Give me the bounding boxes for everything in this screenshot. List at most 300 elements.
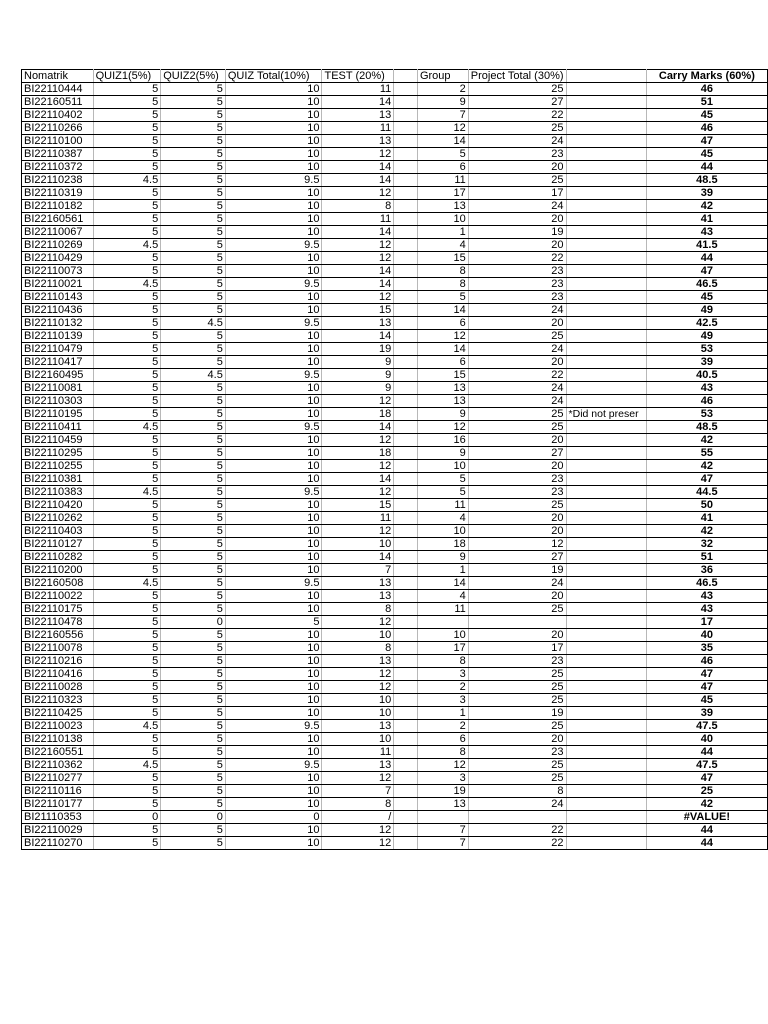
group-cell[interactable]: 9	[417, 551, 468, 564]
quiz2-cell[interactable]: 5	[161, 785, 226, 798]
carry-marks-cell[interactable]: 43	[646, 226, 767, 239]
remark-cell[interactable]	[566, 616, 646, 629]
quiz-total-cell[interactable]: 10	[225, 200, 322, 213]
quiz-total-cell[interactable]: 9.5	[225, 720, 322, 733]
spacer-cell[interactable]	[394, 694, 418, 707]
quiz2-cell[interactable]: 5	[161, 486, 226, 499]
test-cell[interactable]: 13	[322, 655, 394, 668]
nomatrik-cell[interactable]: BI22110277	[22, 772, 94, 785]
remark-cell[interactable]	[566, 564, 646, 577]
remark-cell[interactable]	[566, 226, 646, 239]
quiz2-cell[interactable]: 5	[161, 824, 226, 837]
test-cell[interactable]: 13	[322, 577, 394, 590]
carry-marks-cell[interactable]: 41	[646, 213, 767, 226]
quiz-total-cell[interactable]: 10	[225, 408, 322, 421]
test-cell[interactable]: 13	[322, 135, 394, 148]
carry-marks-cell[interactable]: 49	[646, 304, 767, 317]
quiz1-cell[interactable]: 5	[93, 590, 161, 603]
quiz1-cell[interactable]: 5	[93, 148, 161, 161]
quiz2-cell[interactable]: 5	[161, 525, 226, 538]
remark-cell[interactable]	[566, 96, 646, 109]
quiz-total-cell[interactable]: 9.5	[225, 239, 322, 252]
quiz-total-cell[interactable]: 10	[225, 785, 322, 798]
quiz-total-cell[interactable]: 10	[225, 798, 322, 811]
quiz1-cell[interactable]: 5	[93, 447, 161, 460]
nomatrik-cell[interactable]: BI22110479	[22, 343, 94, 356]
spacer-cell[interactable]	[394, 109, 418, 122]
quiz2-cell[interactable]: 5	[161, 252, 226, 265]
test-cell[interactable]: 12	[322, 668, 394, 681]
remark-cell[interactable]	[566, 785, 646, 798]
group-cell[interactable]: 2	[417, 720, 468, 733]
group-cell[interactable]: 4	[417, 590, 468, 603]
quiz-total-cell[interactable]: 10	[225, 434, 322, 447]
carry-marks-cell[interactable]: 25	[646, 785, 767, 798]
quiz2-cell[interactable]: 5	[161, 200, 226, 213]
spacer-cell[interactable]	[394, 759, 418, 772]
nomatrik-cell[interactable]: BI22110262	[22, 512, 94, 525]
quiz1-cell[interactable]: 5	[93, 837, 161, 850]
nomatrik-cell[interactable]: BI22160511	[22, 96, 94, 109]
nomatrik-cell[interactable]: BI22110078	[22, 642, 94, 655]
quiz-total-cell[interactable]: 10	[225, 564, 322, 577]
quiz1-cell[interactable]: 5	[93, 642, 161, 655]
project-total-cell[interactable]: 20	[468, 239, 566, 252]
project-total-cell[interactable]: 20	[468, 590, 566, 603]
remark-cell[interactable]	[566, 746, 646, 759]
spacer-cell[interactable]	[394, 798, 418, 811]
nomatrik-cell[interactable]: BI22110200	[22, 564, 94, 577]
test-cell[interactable]: 14	[322, 551, 394, 564]
project-total-cell[interactable]: 23	[468, 486, 566, 499]
quiz2-cell[interactable]: 5	[161, 837, 226, 850]
quiz2-cell[interactable]: 5	[161, 395, 226, 408]
remark-cell[interactable]	[566, 252, 646, 265]
quiz1-cell[interactable]: 5	[93, 135, 161, 148]
test-cell[interactable]: 14	[322, 473, 394, 486]
group-cell[interactable]: 14	[417, 577, 468, 590]
quiz2-cell[interactable]: 5	[161, 720, 226, 733]
quiz-total-cell[interactable]: 10	[225, 135, 322, 148]
quiz-total-cell[interactable]: 9.5	[225, 421, 322, 434]
quiz2-cell[interactable]: 4.5	[161, 369, 226, 382]
carry-marks-cell[interactable]: 50	[646, 499, 767, 512]
carry-marks-cell[interactable]: 45	[646, 148, 767, 161]
carry-marks-cell[interactable]: 47	[646, 668, 767, 681]
quiz1-cell[interactable]: 5	[93, 746, 161, 759]
project-total-cell[interactable]: 20	[468, 434, 566, 447]
nomatrik-cell[interactable]: BI22110383	[22, 486, 94, 499]
carry-marks-cell[interactable]: 41	[646, 512, 767, 525]
quiz1-cell[interactable]: 5	[93, 512, 161, 525]
group-cell[interactable]: 13	[417, 798, 468, 811]
nomatrik-cell[interactable]: BI22110282	[22, 551, 94, 564]
group-cell[interactable]: 16	[417, 434, 468, 447]
quiz2-cell[interactable]: 5	[161, 759, 226, 772]
nomatrik-cell[interactable]: BI22110403	[22, 525, 94, 538]
group-cell[interactable]: 13	[417, 200, 468, 213]
remark-cell[interactable]	[566, 759, 646, 772]
remark-cell[interactable]	[566, 343, 646, 356]
spacer-cell[interactable]	[394, 837, 418, 850]
spacer-cell[interactable]	[394, 330, 418, 343]
test-cell[interactable]: 14	[322, 330, 394, 343]
project-total-cell[interactable]: 24	[468, 382, 566, 395]
spacer-cell[interactable]	[394, 382, 418, 395]
remark-cell[interactable]	[566, 681, 646, 694]
group-cell[interactable]: 3	[417, 668, 468, 681]
carry-marks-cell[interactable]: 45	[646, 109, 767, 122]
nomatrik-cell[interactable]: BI22110238	[22, 174, 94, 187]
project-total-cell[interactable]: 24	[468, 200, 566, 213]
test-cell[interactable]: 12	[322, 395, 394, 408]
nomatrik-cell[interactable]: BI22110270	[22, 837, 94, 850]
project-total-cell[interactable]: 25	[468, 720, 566, 733]
quiz2-cell[interactable]: 5	[161, 772, 226, 785]
project-total-cell[interactable]: 25	[468, 421, 566, 434]
quiz1-cell[interactable]: 5	[93, 538, 161, 551]
project-total-cell[interactable]: 24	[468, 343, 566, 356]
project-total-cell[interactable]	[468, 616, 566, 629]
quiz2-cell[interactable]: 5	[161, 278, 226, 291]
group-cell[interactable]: 5	[417, 148, 468, 161]
carry-marks-cell[interactable]: 47	[646, 135, 767, 148]
spacer-cell[interactable]	[394, 317, 418, 330]
quiz-total-cell[interactable]: 10	[225, 551, 322, 564]
remark-cell[interactable]	[566, 772, 646, 785]
group-cell[interactable]: 19	[417, 785, 468, 798]
test-cell[interactable]: 11	[322, 746, 394, 759]
group-cell[interactable]: 12	[417, 330, 468, 343]
quiz1-cell[interactable]: 4.5	[93, 239, 161, 252]
group-cell[interactable]: 6	[417, 317, 468, 330]
nomatrik-cell[interactable]: BI22110182	[22, 200, 94, 213]
quiz-total-cell[interactable]: 10	[225, 733, 322, 746]
quiz2-cell[interactable]: 5	[161, 304, 226, 317]
carry-marks-cell[interactable]: 42.5	[646, 317, 767, 330]
quiz2-cell[interactable]: 5	[161, 512, 226, 525]
nomatrik-cell[interactable]: BI22110402	[22, 109, 94, 122]
spacer-cell[interactable]	[394, 746, 418, 759]
test-cell[interactable]: 8	[322, 642, 394, 655]
quiz-total-cell[interactable]: 5	[225, 616, 322, 629]
quiz-total-cell[interactable]: 10	[225, 655, 322, 668]
quiz1-cell[interactable]: 5	[93, 668, 161, 681]
column-header[interactable]: TEST (20%)	[322, 70, 394, 83]
carry-marks-cell[interactable]: 46	[646, 655, 767, 668]
carry-marks-cell[interactable]: 46.5	[646, 278, 767, 291]
project-total-cell[interactable]: 25	[468, 174, 566, 187]
spacer-cell[interactable]	[394, 252, 418, 265]
group-cell[interactable]: 6	[417, 356, 468, 369]
quiz-total-cell[interactable]: 10	[225, 343, 322, 356]
remark-cell[interactable]	[566, 278, 646, 291]
project-total-cell[interactable]: 22	[468, 109, 566, 122]
quiz2-cell[interactable]: 5	[161, 83, 226, 96]
carry-marks-cell[interactable]: 44.5	[646, 486, 767, 499]
quiz2-cell[interactable]: 5	[161, 421, 226, 434]
quiz-total-cell[interactable]: 10	[225, 148, 322, 161]
group-cell[interactable]: 4	[417, 512, 468, 525]
project-total-cell[interactable]	[468, 811, 566, 824]
quiz-total-cell[interactable]: 10	[225, 304, 322, 317]
test-cell[interactable]: 12	[322, 252, 394, 265]
quiz1-cell[interactable]: 5	[93, 525, 161, 538]
carry-marks-cell[interactable]: #VALUE!	[646, 811, 767, 824]
quiz2-cell[interactable]: 5	[161, 135, 226, 148]
quiz-total-cell[interactable]: 10	[225, 122, 322, 135]
test-cell[interactable]: 15	[322, 304, 394, 317]
group-cell[interactable]: 18	[417, 538, 468, 551]
group-cell[interactable]: 13	[417, 395, 468, 408]
test-cell[interactable]: 11	[322, 122, 394, 135]
group-cell[interactable]: 15	[417, 369, 468, 382]
group-cell[interactable]: 4	[417, 239, 468, 252]
spacer-cell[interactable]	[394, 785, 418, 798]
project-total-cell[interactable]: 25	[468, 603, 566, 616]
group-cell[interactable]: 14	[417, 343, 468, 356]
carry-marks-cell[interactable]: 36	[646, 564, 767, 577]
quiz-total-cell[interactable]: 10	[225, 772, 322, 785]
quiz-total-cell[interactable]: 10	[225, 642, 322, 655]
remark-cell[interactable]	[566, 837, 646, 850]
quiz2-cell[interactable]: 5	[161, 577, 226, 590]
nomatrik-cell[interactable]: BI22110029	[22, 824, 94, 837]
carry-marks-cell[interactable]: 47	[646, 265, 767, 278]
remark-cell[interactable]	[566, 642, 646, 655]
project-total-cell[interactable]: 25	[468, 499, 566, 512]
quiz2-cell[interactable]: 5	[161, 330, 226, 343]
quiz2-cell[interactable]: 5	[161, 109, 226, 122]
group-cell[interactable]: 11	[417, 499, 468, 512]
group-cell[interactable]: 10	[417, 460, 468, 473]
quiz2-cell[interactable]: 5	[161, 473, 226, 486]
quiz1-cell[interactable]: 0	[93, 811, 161, 824]
project-total-cell[interactable]: 24	[468, 395, 566, 408]
remark-cell[interactable]	[566, 694, 646, 707]
quiz2-cell[interactable]: 5	[161, 356, 226, 369]
carry-marks-cell[interactable]: 44	[646, 161, 767, 174]
spacer-cell[interactable]	[394, 434, 418, 447]
quiz1-cell[interactable]: 5	[93, 824, 161, 837]
project-total-cell[interactable]: 23	[468, 473, 566, 486]
carry-marks-cell[interactable]: 45	[646, 291, 767, 304]
test-cell[interactable]: 12	[322, 187, 394, 200]
quiz1-cell[interactable]: 5	[93, 161, 161, 174]
spacer-cell[interactable]	[394, 447, 418, 460]
spacer-cell[interactable]	[394, 395, 418, 408]
project-total-cell[interactable]: 25	[468, 83, 566, 96]
remark-cell[interactable]	[566, 486, 646, 499]
quiz2-cell[interactable]: 5	[161, 603, 226, 616]
quiz1-cell[interactable]: 5	[93, 252, 161, 265]
nomatrik-cell[interactable]: BI22110436	[22, 304, 94, 317]
test-cell[interactable]: 13	[322, 317, 394, 330]
nomatrik-cell[interactable]: BI22110177	[22, 798, 94, 811]
remark-cell[interactable]	[566, 161, 646, 174]
carry-marks-cell[interactable]: 44	[646, 837, 767, 850]
quiz1-cell[interactable]: 5	[93, 265, 161, 278]
remark-cell[interactable]	[566, 512, 646, 525]
test-cell[interactable]: 15	[322, 499, 394, 512]
quiz-total-cell[interactable]: 10	[225, 356, 322, 369]
quiz-total-cell[interactable]: 9.5	[225, 486, 322, 499]
test-cell[interactable]: 8	[322, 603, 394, 616]
test-cell[interactable]: 10	[322, 629, 394, 642]
spacer-cell[interactable]	[394, 668, 418, 681]
project-total-cell[interactable]: 27	[468, 551, 566, 564]
quiz1-cell[interactable]: 5	[93, 356, 161, 369]
project-total-cell[interactable]: 24	[468, 577, 566, 590]
remark-cell[interactable]	[566, 356, 646, 369]
quiz-total-cell[interactable]: 9.5	[225, 174, 322, 187]
remark-cell[interactable]	[566, 668, 646, 681]
project-total-cell[interactable]: 22	[468, 369, 566, 382]
spacer-cell[interactable]	[394, 187, 418, 200]
carry-marks-cell[interactable]: 51	[646, 551, 767, 564]
group-cell[interactable]	[417, 811, 468, 824]
remark-cell[interactable]	[566, 798, 646, 811]
group-cell[interactable]: 11	[417, 174, 468, 187]
spacer-cell[interactable]	[394, 551, 418, 564]
test-cell[interactable]: 12	[322, 148, 394, 161]
test-cell[interactable]: 9	[322, 369, 394, 382]
quiz1-cell[interactable]: 5	[93, 96, 161, 109]
remark-cell[interactable]	[566, 590, 646, 603]
project-total-cell[interactable]: 23	[468, 291, 566, 304]
quiz-total-cell[interactable]: 10	[225, 252, 322, 265]
test-cell[interactable]: 12	[322, 681, 394, 694]
quiz2-cell[interactable]: 0	[161, 811, 226, 824]
remark-cell[interactable]	[566, 200, 646, 213]
quiz2-cell[interactable]: 5	[161, 239, 226, 252]
test-cell[interactable]: 12	[322, 486, 394, 499]
project-total-cell[interactable]: 20	[468, 356, 566, 369]
quiz2-cell[interactable]: 5	[161, 551, 226, 564]
quiz-total-cell[interactable]: 10	[225, 447, 322, 460]
group-cell[interactable]: 8	[417, 278, 468, 291]
test-cell[interactable]: 10	[322, 707, 394, 720]
spacer-cell[interactable]	[394, 538, 418, 551]
project-total-cell[interactable]: 24	[468, 135, 566, 148]
spacer-cell[interactable]	[394, 733, 418, 746]
quiz1-cell[interactable]: 5	[93, 317, 161, 330]
remark-cell[interactable]	[566, 304, 646, 317]
carry-marks-cell[interactable]: 40	[646, 733, 767, 746]
project-total-cell[interactable]: 25	[468, 330, 566, 343]
remark-cell[interactable]	[566, 109, 646, 122]
carry-marks-cell[interactable]: 43	[646, 382, 767, 395]
spacer-cell[interactable]	[394, 603, 418, 616]
group-cell[interactable]: 13	[417, 382, 468, 395]
test-cell[interactable]: 8	[322, 200, 394, 213]
quiz2-cell[interactable]: 5	[161, 187, 226, 200]
quiz1-cell[interactable]: 5	[93, 460, 161, 473]
project-total-cell[interactable]: 23	[468, 655, 566, 668]
quiz2-cell[interactable]: 5	[161, 382, 226, 395]
carry-marks-cell[interactable]: 55	[646, 447, 767, 460]
spacer-cell[interactable]	[394, 473, 418, 486]
group-cell[interactable]: 8	[417, 746, 468, 759]
column-header[interactable]: Project Total (30%)	[468, 70, 566, 83]
carry-marks-cell[interactable]: 48.5	[646, 174, 767, 187]
remark-cell[interactable]	[566, 720, 646, 733]
test-cell[interactable]: 14	[322, 174, 394, 187]
carry-marks-cell[interactable]: 43	[646, 590, 767, 603]
project-total-cell[interactable]: 23	[468, 278, 566, 291]
quiz1-cell[interactable]: 5	[93, 200, 161, 213]
quiz1-cell[interactable]: 4.5	[93, 278, 161, 291]
spacer-cell[interactable]	[394, 200, 418, 213]
quiz2-cell[interactable]: 5	[161, 460, 226, 473]
carry-marks-cell[interactable]: 42	[646, 525, 767, 538]
carry-marks-cell[interactable]: 46	[646, 83, 767, 96]
quiz1-cell[interactable]: 5	[93, 694, 161, 707]
test-cell[interactable]: 12	[322, 434, 394, 447]
carry-marks-cell[interactable]: 53	[646, 408, 767, 421]
carry-marks-cell[interactable]: 49	[646, 330, 767, 343]
test-cell[interactable]: 14	[322, 161, 394, 174]
quiz2-cell[interactable]: 5	[161, 642, 226, 655]
project-total-cell[interactable]: 20	[468, 460, 566, 473]
project-total-cell[interactable]: 20	[468, 317, 566, 330]
project-total-cell[interactable]: 20	[468, 733, 566, 746]
test-cell[interactable]: 19	[322, 343, 394, 356]
carry-marks-cell[interactable]: 39	[646, 707, 767, 720]
group-cell[interactable]: 10	[417, 525, 468, 538]
group-cell[interactable]: 8	[417, 265, 468, 278]
quiz1-cell[interactable]: 4.5	[93, 421, 161, 434]
quiz-total-cell[interactable]: 10	[225, 629, 322, 642]
nomatrik-cell[interactable]: BI22110478	[22, 616, 94, 629]
quiz1-cell[interactable]: 4.5	[93, 720, 161, 733]
project-total-cell[interactable]: 24	[468, 304, 566, 317]
quiz1-cell[interactable]: 5	[93, 213, 161, 226]
nomatrik-cell[interactable]: BI22110411	[22, 421, 94, 434]
quiz1-cell[interactable]: 5	[93, 434, 161, 447]
quiz1-cell[interactable]: 5	[93, 304, 161, 317]
quiz-total-cell[interactable]: 10	[225, 83, 322, 96]
group-cell[interactable]: 9	[417, 447, 468, 460]
remark-cell[interactable]: *Did not preser	[566, 408, 646, 421]
remark-cell[interactable]	[566, 213, 646, 226]
quiz-total-cell[interactable]: 10	[225, 603, 322, 616]
spacer-cell[interactable]	[394, 356, 418, 369]
test-cell[interactable]: 7	[322, 785, 394, 798]
test-cell[interactable]: 10	[322, 538, 394, 551]
remark-cell[interactable]	[566, 473, 646, 486]
spacer-cell[interactable]	[394, 824, 418, 837]
group-cell[interactable]: 9	[417, 408, 468, 421]
test-cell[interactable]: 11	[322, 213, 394, 226]
group-cell[interactable]: 3	[417, 772, 468, 785]
test-cell[interactable]: 8	[322, 798, 394, 811]
quiz-total-cell[interactable]: 10	[225, 668, 322, 681]
project-total-cell[interactable]: 25	[468, 681, 566, 694]
carry-marks-cell[interactable]: 46	[646, 122, 767, 135]
spacer-cell[interactable]	[394, 408, 418, 421]
group-cell[interactable]: 7	[417, 109, 468, 122]
nomatrik-cell[interactable]: BI22110323	[22, 694, 94, 707]
quiz2-cell[interactable]: 5	[161, 629, 226, 642]
nomatrik-cell[interactable]: BI21110353	[22, 811, 94, 824]
carry-marks-cell[interactable]: 43	[646, 603, 767, 616]
column-header[interactable]: Nomatrik	[22, 70, 94, 83]
group-cell[interactable]: 7	[417, 824, 468, 837]
spacer-cell[interactable]	[394, 369, 418, 382]
project-total-cell[interactable]: 27	[468, 96, 566, 109]
quiz1-cell[interactable]: 5	[93, 187, 161, 200]
